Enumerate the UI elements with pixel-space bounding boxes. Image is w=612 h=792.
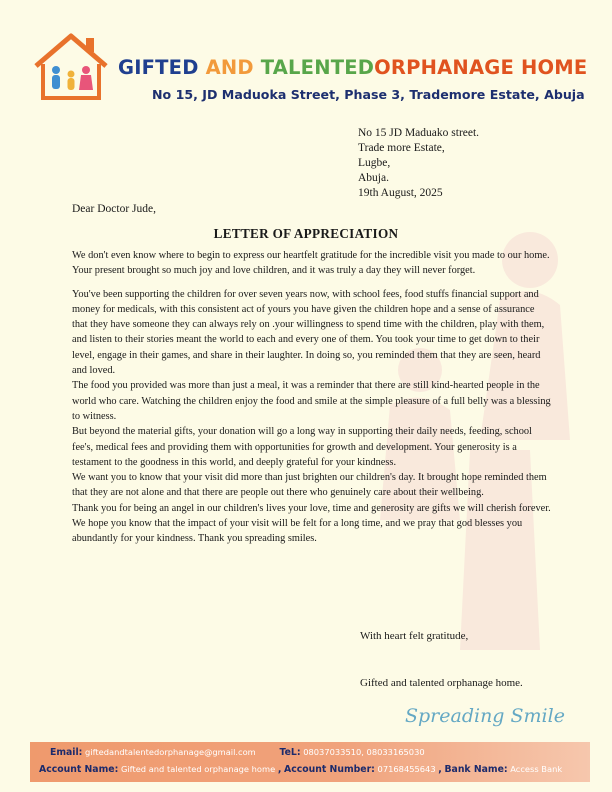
tel-numbers[interactable]: 08037033510, 08033165030 [303, 747, 425, 757]
org-name-part: ORPHANAGE HOME [374, 56, 588, 79]
org-name-part: TALENTED [260, 56, 375, 79]
letter-body [72, 248, 552, 547]
account-name: Gifted and talented orphanage home [120, 764, 276, 774]
email-address[interactable]: giftedandtalentedorphanage@gmail.com [85, 747, 256, 757]
closing-line: With heart felt gratitude, [360, 630, 469, 642]
tel-label: TeL: [279, 747, 301, 758]
sender-address-line: Abuja. [358, 172, 389, 184]
sender-address-line: Trade more Estate, [358, 142, 445, 154]
body-paragraph: Thank you for being an angel in our children's lives your love, time and generosity are gifts we will cherish forever. We hope you know that the impact of your visit will be felt for a long time, and we pray that god blesses you abundantly for your kindness. Thank you spreading smiles. [72, 502, 551, 545]
letter-title: LETTER OF APPRECIATION [213, 226, 399, 241]
account-number: 07168455643 [377, 764, 436, 774]
sender-address-line: Lugbe, [358, 157, 391, 169]
bank-name-label: Bank Name: [444, 764, 508, 775]
org-name-part: GIFTED [118, 56, 206, 79]
signature: Gifted and talented orphanage home. [360, 677, 523, 689]
orphanage-logo [30, 30, 112, 102]
org-name [118, 56, 587, 79]
body-paragraph: But beyond the material gifts, your donation will go a long way in supporting their daily needs, feeding, school fee's, medical fees and providing them with opportunities for growth and development. Your generosity is a testament to the goodness in this world, and deeply grateful for your kindness. [72, 426, 532, 468]
salutation: Dear Doctor Jude, [72, 203, 156, 215]
bank-name: Access Bank [510, 764, 563, 774]
body-paragraph: We want you to know that your visit did more than just brighten our children's day. It brought hope reminded them that they are not alone and that there are people out there who genuinely care about their wellbeing. [72, 472, 547, 499]
letter-date: 19th August, 2025 [358, 187, 443, 199]
tagline: Spreading Smile [405, 705, 565, 727]
account-number-label: Account Number: [284, 764, 375, 775]
body-paragraph: We don't even know where to begin to express our heartfelt gratitude for the incredible visit you made to our home. Your present brought so much joy and love children, and it was truly a day they will never forget. [72, 250, 550, 277]
org-name-part: AND [205, 56, 261, 79]
body-paragraph: The food you provided was more than just a meal, it was a reminder that there are still kind-hearted people in the world who care. Watching the children enjoy the food and smile at the simple pleasure of a full belly was a blessing to witness. [72, 380, 551, 422]
footer-contact-band [30, 742, 590, 782]
footer-contact-row [50, 747, 425, 758]
sender-address-line: No 15 JD Maduako street. [358, 127, 480, 139]
account-name-label: Account Name: [39, 764, 119, 775]
sender-address [358, 126, 479, 201]
footer-bank-row: Account Name: Gifted and talented orphanage home , Account Number: 07168455643 , Bank Name: Access Bank [39, 764, 563, 775]
email-label: Email: [50, 747, 83, 758]
org-address: No 15, JD Maduoka Street, Phase 3, Trademore Estate, Abuja [152, 87, 585, 102]
body-paragraph: You've been supporting the children for over seven years now, with school fees, food stuffs financial support and money for medicals, with this consistent act of yours you have given the children hope and a sense of assurance that they have someone they can always rely on .your willingness to spend time with the children, play with them, and listen to their stories meant the world to each and every one of them. You took your time to get down to their level, engage in their games, and share in their laughter. In doing so, you reminded them that they are seen, heard and loved. [72, 288, 545, 377]
